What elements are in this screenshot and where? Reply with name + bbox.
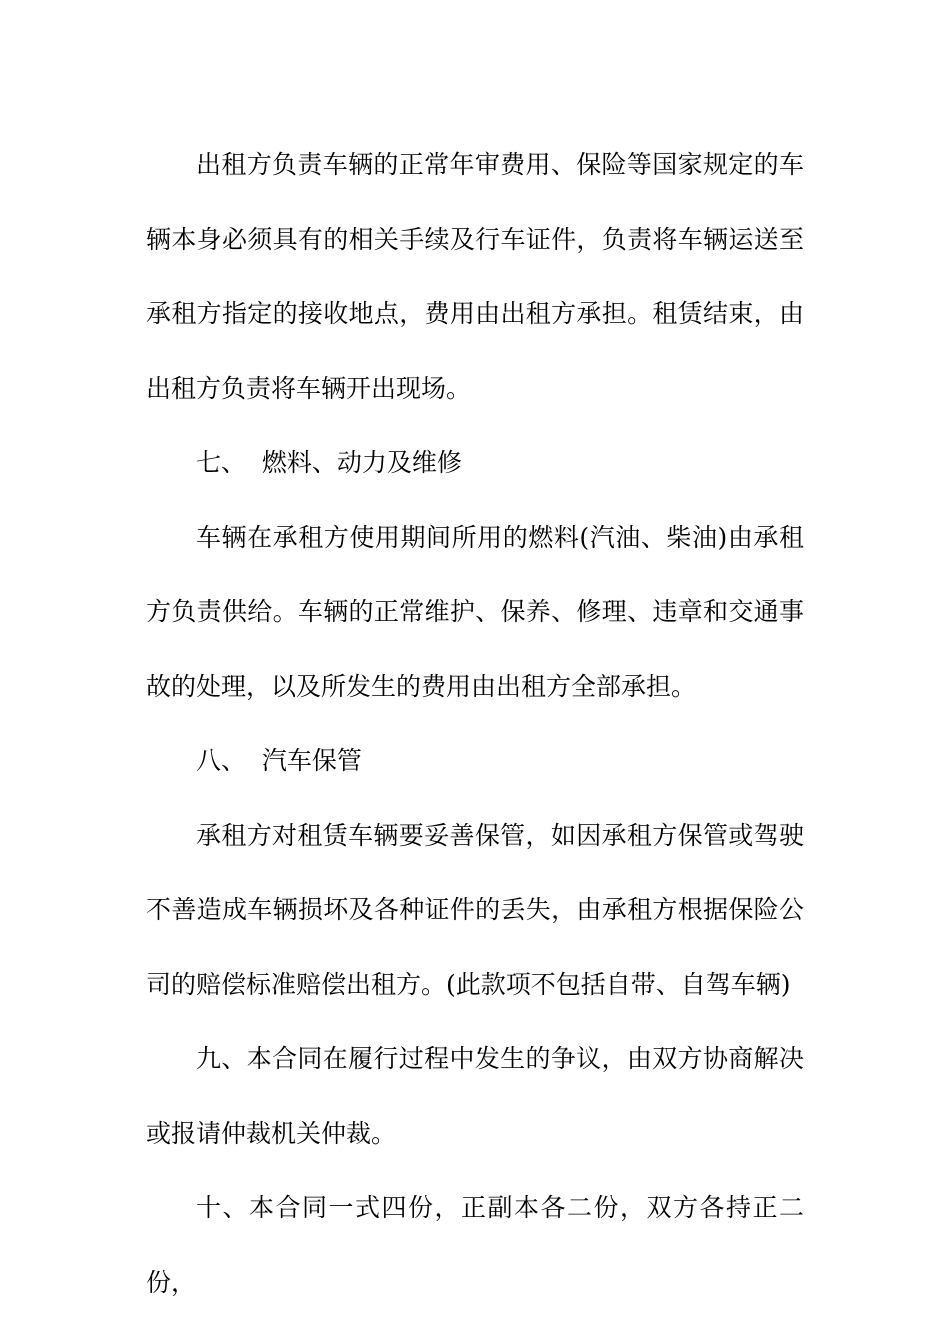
paragraph-contract-copies: 十、本合同一式四份，正副本各二份，双方各持正二份， [146, 1193, 804, 1297]
section-heading-seven: 七、 燃料、动力及维修 [196, 448, 462, 477]
paragraph-vehicle-responsibility: 出租方负责车辆的正常年审费用、保险等国家规定的车辆本身必须具有的相关手续及行车证件，负责将车辆运送至承租方指定的接收地点，费用由出租方承担。租赁结束，由出租方负责将车辆开出现场。 [146, 150, 804, 403]
paragraph-dispute-resolution: 九、本合同在履行过程中发生的争议，由双方协商解决或报请仲裁机关仲裁。 [146, 1044, 804, 1148]
paragraph-fuel-maintenance: 车辆在承租方使用期间所用的燃料(汽油、柴油)由承租方负责供给。车辆的正常维护、保养、修理、违章和交通事故的处理，以及所发生的费用由出租方全部承担。 [146, 522, 804, 701]
section-heading-eight: 八、 汽车保管 [196, 746, 362, 775]
paragraph-vehicle-custody: 承租方对租赁车辆要妥善保管，如因承租方保管或驾驶不善造成车辆损坏及各种证件的丢失，由承租方根据保险公司的赔偿标准赔偿出租方。(此款项不包括自带、自驾车辆) [146, 820, 804, 999]
document-body [146, 128, 804, 1320]
